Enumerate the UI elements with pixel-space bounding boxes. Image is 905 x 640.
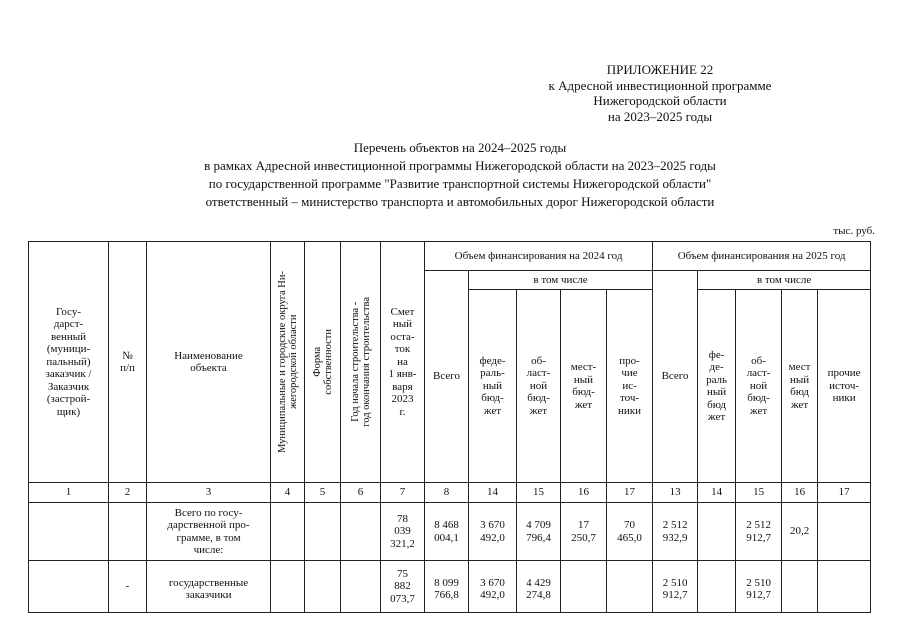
header-local-2024: мест- ный бюд- жет xyxy=(561,290,607,483)
cell-regional-2024: 4 429 274,8 xyxy=(517,561,561,613)
cell-federal-2024: 3 670 492,0 xyxy=(469,561,517,613)
column-number: 17 xyxy=(607,483,653,503)
header-total-2025: Всего xyxy=(653,271,698,483)
header-customer: Госу- дарст- венный (муници- пальный) заказчик / Заказчик (застрой- щик) xyxy=(29,242,109,483)
cell-balance: 75 882 073,7 xyxy=(381,561,425,613)
cell-balance: 78 039 321,2 xyxy=(381,503,425,561)
cell-total-2024: 8 468 004,1 xyxy=(425,503,469,561)
cell-municipal xyxy=(271,561,305,613)
cell-municipal xyxy=(271,503,305,561)
appendix-line-1: ПРИЛОЖЕНИЕ 22 xyxy=(606,62,714,77)
unit-label: тыс. руб. xyxy=(833,225,875,237)
appendix-line-3: Нижегородской области xyxy=(593,93,727,108)
header-fin-2024: Объем финансирования на 2024 год xyxy=(425,242,653,271)
header-other-2025: прочие источ- ники xyxy=(818,290,871,483)
cell-name: государственные заказчики xyxy=(147,561,271,613)
cell-other-2024: 70 465,0 xyxy=(607,503,653,561)
column-number: 1 xyxy=(29,483,109,503)
column-number-row xyxy=(29,483,871,503)
cell-years xyxy=(341,503,381,561)
cell-customer xyxy=(29,561,109,613)
column-number: 7 xyxy=(381,483,425,503)
cell-num: - xyxy=(109,561,147,613)
header-incl-2024: в том числе xyxy=(469,271,653,290)
header-total-2024: Всего xyxy=(425,271,469,483)
header-name: Наименование объекта xyxy=(147,242,271,483)
header-years xyxy=(341,242,381,483)
column-number: 17 xyxy=(818,483,871,503)
header-municipal xyxy=(271,242,305,483)
cell-customer xyxy=(29,503,109,561)
cell-local-2024: 17 250,7 xyxy=(561,503,607,561)
title-line-4: ответственный – министерство транспорта и автомобильных дорог Нижегородской области xyxy=(205,194,715,209)
column-number: 3 xyxy=(147,483,271,503)
header-federal-2025: фе- де- раль ный бюд жет xyxy=(698,290,736,483)
appendix-block xyxy=(470,62,850,124)
header-federal-2024: феде- раль- ный бюд- жет xyxy=(469,290,517,483)
cell-federal-2024: 3 670 492,0 xyxy=(469,503,517,561)
column-number: 5 xyxy=(305,483,341,503)
header-other-2024: про- чие ис- точ- ники xyxy=(607,290,653,483)
column-number: 16 xyxy=(561,483,607,503)
header-regional-2025: об- ласт- ной бюд- жет xyxy=(736,290,782,483)
column-number: 8 xyxy=(425,483,469,503)
cell-other-2025 xyxy=(818,503,871,561)
column-number: 14 xyxy=(469,483,517,503)
objects-table xyxy=(28,241,871,613)
title-line-2: в рамках Адресной инвестиционной программы Нижегородской области на 2023–2025 годы xyxy=(204,158,716,173)
header-incl-2025: в том числе xyxy=(698,271,871,290)
cell-years xyxy=(341,561,381,613)
cell-name: Всего по госу- дарственной про- грамме, в том числе: xyxy=(147,503,271,561)
cell-total-2025: 2 510 912,7 xyxy=(653,561,698,613)
column-number: 14 xyxy=(698,483,736,503)
cell-other-2025 xyxy=(818,561,871,613)
cell-ownership xyxy=(305,561,341,613)
header-balance: Смет ный оста- ток на 1 янв- варя 2023 г. xyxy=(381,242,425,483)
cell-num xyxy=(109,503,147,561)
column-number: 13 xyxy=(653,483,698,503)
appendix-line-4: на 2023–2025 годы xyxy=(607,108,713,124)
appendix-line-2: к Адресной инвестиционной программе xyxy=(548,77,772,93)
header-num: № п/п xyxy=(109,242,147,483)
header-years-text: Год начала строительства - год окончания строительства xyxy=(349,297,372,427)
cell-local-2024 xyxy=(561,561,607,613)
header-regional-2024: об- ласт- ной бюд- жет xyxy=(517,290,561,483)
header-fin-2025: Объем финансирования на 2025 год xyxy=(653,242,871,271)
column-number: 15 xyxy=(517,483,561,503)
header-ownership xyxy=(305,242,341,483)
header-local-2025: мест ный бюд жет xyxy=(782,290,818,483)
header-ownership-text: Форма собственности xyxy=(311,329,334,395)
title-line-1: Перечень объектов на 2024–2025 годы xyxy=(353,140,567,155)
table-row xyxy=(29,561,871,613)
cell-local-2025: 20,2 xyxy=(782,503,818,561)
column-number: 16 xyxy=(782,483,818,503)
column-number: 6 xyxy=(341,483,381,503)
header-municipal-text: Муниципальные и городские округа Ни- жегородской области xyxy=(276,271,299,453)
column-number: 2 xyxy=(109,483,147,503)
cell-federal-2025 xyxy=(698,503,736,561)
cell-ownership xyxy=(305,503,341,561)
title-line-3: по государственной программе "Развитие транспортной системы Нижегородской области" xyxy=(208,176,712,191)
cell-federal-2025 xyxy=(698,561,736,613)
table-row xyxy=(29,503,871,561)
cell-regional-2024: 4 709 796,4 xyxy=(517,503,561,561)
cell-regional-2025: 2 510 912,7 xyxy=(736,561,782,613)
cell-regional-2025: 2 512 912,7 xyxy=(736,503,782,561)
column-number: 15 xyxy=(736,483,782,503)
cell-local-2025 xyxy=(782,561,818,613)
column-number: 4 xyxy=(271,483,305,503)
document-title xyxy=(60,139,860,211)
cell-total-2025: 2 512 932,9 xyxy=(653,503,698,561)
cell-other-2024 xyxy=(607,561,653,613)
cell-total-2024: 8 099 766,8 xyxy=(425,561,469,613)
header-row-1 xyxy=(29,242,871,271)
